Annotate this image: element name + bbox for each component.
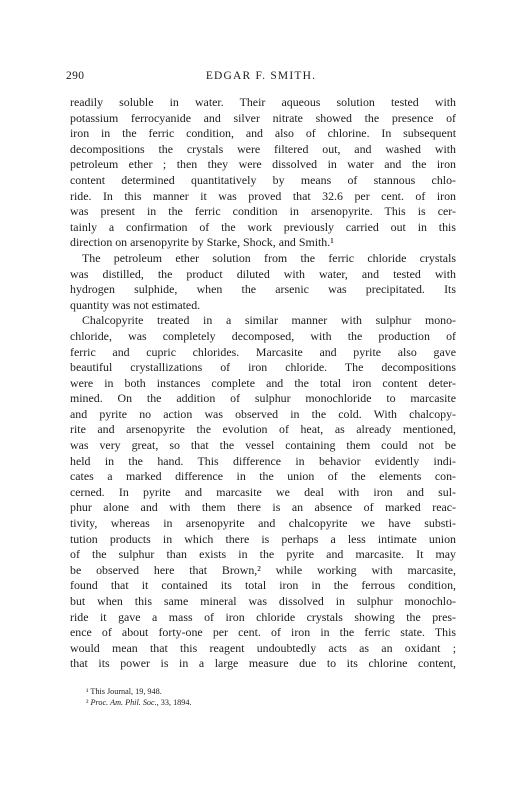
text-line: iron in the ferric condition, and also of chlorine. In subsequent bbox=[70, 126, 456, 141]
text-line: decompositions the crystals were filtered out, and washed with bbox=[70, 141, 456, 156]
text-line: was distilled, the product diluted with water, and tested with bbox=[70, 266, 456, 281]
text-line: petroleum ether ; then they were dissolved in water and the iron bbox=[70, 157, 456, 172]
text-line: quantity was not estimated. bbox=[70, 297, 201, 312]
text-line: of the sulphur than exists in the pyrite and marcasite. It may bbox=[70, 547, 456, 562]
text-line: ferric and cupric chlorides. Marcasite and pyrite also gave bbox=[70, 344, 456, 359]
footnote-2-source: Proc. Am. Phil. Soc., bbox=[90, 698, 159, 707]
text-line: that its power is in a large measure due to its chlorine content, bbox=[70, 656, 456, 671]
text-line: would mean that this reagent undoubtedly acts as an oxidant ; bbox=[70, 640, 456, 655]
text-line: be observed here that Brown,² while working with marcasite, bbox=[70, 562, 456, 577]
text-line: phur alone and with them there is an absence of marked reac- bbox=[70, 500, 456, 515]
running-header bbox=[66, 70, 456, 86]
running-title: EDGAR F. SMITH. bbox=[205, 70, 317, 82]
text-line: hydrogen sulphide, when the arsenic was precipitated. Its bbox=[70, 282, 456, 297]
text-line: tainly a confirmation of the work previously carried out in this bbox=[70, 219, 456, 234]
text-line: content determined quantitatively by means of stannous chlo- bbox=[70, 172, 456, 187]
text-line: tivity, whereas in arsenopyrite and chalcopyrite we have substi- bbox=[70, 516, 456, 531]
text-line: but when this same mineral was dissolved in sulphur monochlo- bbox=[70, 594, 456, 608]
text-line: and pyrite no action was observed in the cold. With chalcopy- bbox=[70, 406, 456, 421]
page-number: 290 bbox=[66, 70, 85, 82]
text-line: potassium ferrocyanide and silver nitrate showed the presence of bbox=[70, 110, 456, 125]
footnotes bbox=[86, 686, 386, 708]
text-line: direction on arsenopyrite by Starke, Shock, and Smith.¹ bbox=[70, 235, 334, 250]
footnote-2-ref: 33, 1894. bbox=[160, 698, 192, 707]
footnote-2-marker: ² bbox=[86, 698, 89, 707]
text-line: readily soluble in water. Their aqueous solution tested with bbox=[70, 95, 456, 109]
body-text bbox=[70, 95, 456, 672]
text-line: cates a marked difference in the union of the elements con- bbox=[70, 469, 456, 484]
text-line: ride it gave a mass of iron chloride crystals showing the pres- bbox=[70, 609, 456, 624]
text-line: was very great, so that the vessel containing them could not be bbox=[70, 438, 456, 453]
text-line: found that it contained its total iron in the ferrous condition, bbox=[70, 578, 456, 593]
text-line: were in both instances complete and the total iron content deter- bbox=[70, 375, 456, 390]
text-line: tution products in which there is perhaps a less intimate union bbox=[70, 531, 456, 546]
footnote-1: ¹ This Journal, 19, 948. bbox=[86, 687, 162, 696]
text-line: ride. In this manner it was proved that 32.6 per cent. of iron bbox=[70, 188, 456, 203]
text-line: chloride, was completely decomposed, with the production of bbox=[70, 328, 456, 343]
text-line: beautiful crystallizations of iron chloride. The decompositions bbox=[70, 360, 456, 375]
text-line: held in the hand. This difference in behavior evidently indi- bbox=[70, 453, 456, 468]
text-line: rite and arsenopyrite the evolution of heat, as already mentioned, bbox=[70, 422, 456, 437]
text-line: was present in the ferric condition in arsenopyrite. This is cer- bbox=[70, 204, 456, 219]
text-line: ence of about forty-one per cent. of iron in the ferric state. This bbox=[70, 625, 456, 640]
text-line: Chalcopyrite treated in a similar manner with sulphur mono- bbox=[82, 313, 456, 328]
text-line: The petroleum ether solution from the ferric chloride crystals bbox=[82, 250, 456, 265]
text-line: cerned. In pyrite and marcasite we deal with iron and sul- bbox=[70, 484, 456, 499]
footnote-2 bbox=[86, 697, 386, 708]
text-line: mined. On the addition of sulphur monochloride to marcasite bbox=[70, 391, 456, 406]
